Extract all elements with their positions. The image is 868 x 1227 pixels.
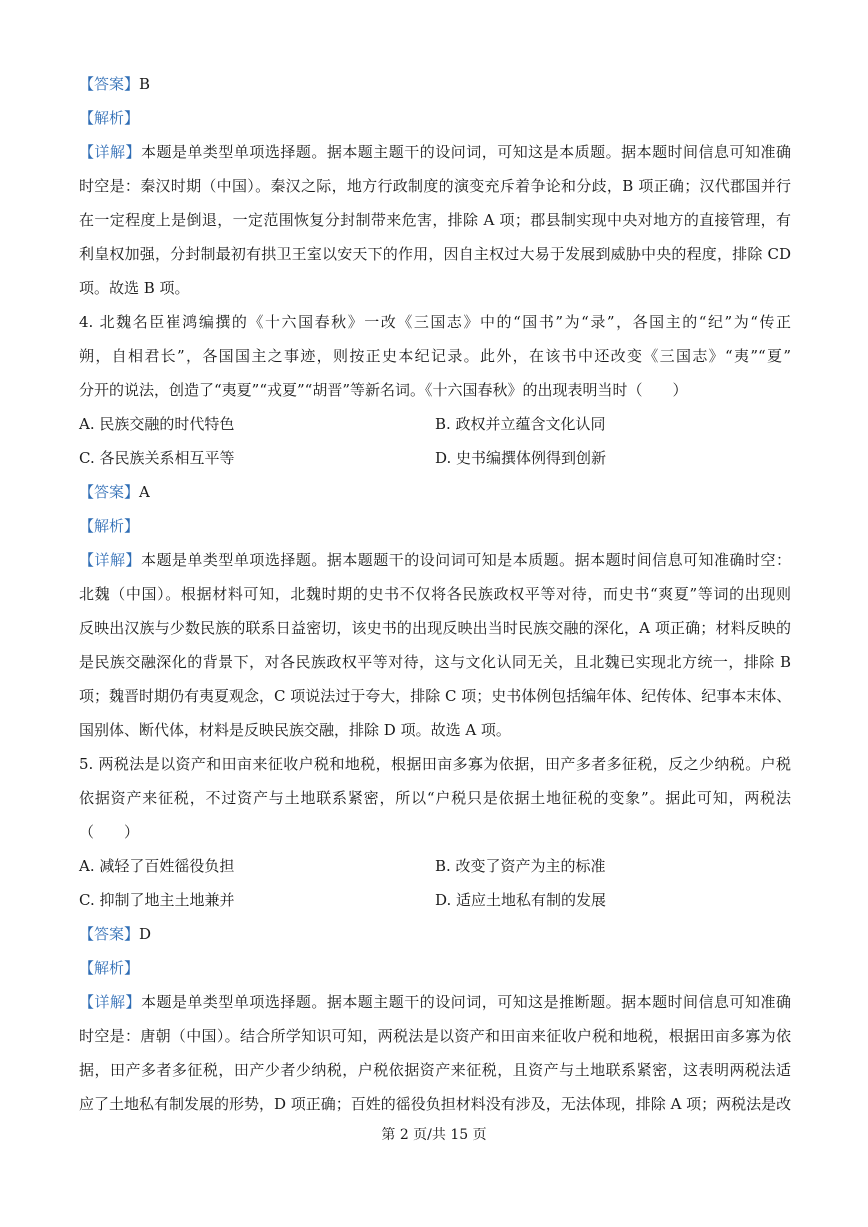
- answer-line: [79, 917, 791, 951]
- detail-tag: 【详解】: [79, 993, 141, 1011]
- detail-line: 据，田产多者多征税，田产少者少纳税，户税依据资产来征税，且资产与土地联系紧密，这表明两税法适: [79, 1061, 791, 1079]
- page-footer: 第 2 页/共 15 页: [381, 1127, 487, 1143]
- answer-tag: 【答案】: [79, 75, 140, 93]
- detail-text: 本题是单类型单项选择题。据本题主题干的设问词，可知这是推断题。据本题时间信息可知准确: [140, 993, 791, 1011]
- option-c: C. 各民族关系相互平等: [79, 449, 235, 467]
- options-row: [79, 849, 791, 883]
- question-stem-line: （ ）: [79, 823, 140, 841]
- answer-tag: 【答案】: [79, 483, 140, 501]
- option-b: B. 改变了资产为主的标准: [435, 857, 606, 875]
- question-stem-line: 朔，自相君长”，各国国主之事迹，则按正史本纪记录。此外，在该书中还改变《三国志》“夷”“夏”: [79, 347, 791, 365]
- analysis-line: [79, 951, 791, 985]
- answer-value: B: [139, 75, 151, 93]
- detail-text: 本题是单类型单项选择题。据本题题干的设问词可知是本质题。据本题时间信息可知准确时空：: [140, 551, 791, 569]
- detail-line: [79, 543, 791, 577]
- detail-line: 在一定程度上是倒退，一定范围恢复分封制带来危害，排除 A 项；郡县制实现中央对地方的直接管理，有: [79, 211, 791, 229]
- option-a: A. 民族交融的时代特色: [79, 415, 235, 433]
- option-d: D. 史书编撰体例得到创新: [435, 449, 607, 467]
- detail-line: [79, 135, 791, 169]
- answer-tag: 【答案】: [79, 925, 140, 943]
- question-stem-line: 4. 北魏名臣崔鸿编撰的《十六国春秋》一改《三国志》中的“国书”为“录”，各国主的“纪”为“传正: [79, 313, 791, 331]
- options-row: [79, 883, 791, 917]
- detail-tag: 【详解】: [79, 143, 141, 161]
- option-d: D. 适应土地私有制的发展: [435, 891, 607, 909]
- question-stem-line: 分开的说法，创造了“夷夏”“戎夏”“胡晋”等新名词。《十六国春秋》的出现表明当时（ ）: [79, 381, 688, 399]
- option-a: A. 减轻了百姓徭役负担: [79, 857, 235, 875]
- analysis-tag: 【解析】: [79, 517, 140, 535]
- detail-line: 是民族交融深化的背景下，对各民族政权平等对待，这与文化认同无关，且北魏已实现北方统一，排除 B: [79, 653, 791, 671]
- answer-value: A: [139, 483, 150, 501]
- analysis-tag: 【解析】: [79, 109, 140, 127]
- detail-line: 项。故选 B 项。: [79, 279, 190, 297]
- detail-tag: 【详解】: [79, 551, 141, 569]
- question-stem-line: 5. 两税法是以资产和田亩来征收户税和地税，根据田亩多寡为依据，田产多者多征税，反之少纳税。户税: [79, 755, 791, 773]
- options-row: [79, 441, 791, 475]
- analysis-line: [79, 101, 791, 135]
- option-c: C. 抑制了地主土地兼并: [79, 891, 235, 909]
- detail-line: 国别体、断代体，材料是反映民族交融，排除 D 项。故选 A 项。: [79, 721, 511, 739]
- detail-line: 反映出汉族与少数民族的联系日益密切，该史书的出现反映出当时民族交融的深化，A 项正确；材料反映的: [79, 619, 791, 637]
- detail-line: [79, 985, 791, 1019]
- analysis-line: [79, 509, 791, 543]
- answer-value: D: [139, 925, 152, 943]
- analysis-tag: 【解析】: [79, 959, 140, 977]
- option-b: B. 政权并立蕴含文化认同: [435, 415, 606, 433]
- answer-line: [79, 67, 791, 101]
- detail-line: 项；魏晋时期仍有夷夏观念，C 项说法过于夸大，排除 C 项；史书体例包括编年体、纪传体、纪事本末体、: [79, 687, 791, 705]
- detail-line: 利皇权加强，分封制最初有拱卫王室以安天下的作用，因自主权过大易于发展到威胁中央的程度，排除 CD: [79, 245, 791, 263]
- detail-line: 北魏（中国）。根据材料可知，北魏时期的史书不仅将各民族政权平等对待，而史书“爽夏”等词的出现则: [79, 585, 791, 603]
- detail-line: 时空是：唐朝（中国）。结合所学知识可知，两税法是以资产和田亩来征收户税和地税，根据田亩多寡为依: [79, 1027, 791, 1045]
- document-page: [79, 67, 791, 1121]
- detail-line: 应了土地私有制发展的形势，D 项正确；百姓的徭役负担材料没有涉及，无法体现，排除 A 项；两税法是改: [79, 1095, 791, 1113]
- detail-line: 时空是：秦汉时期（中国）。秦汉之际，地方行政制度的演变充斥着争论和分歧，B 项正确；汉代郡国并行: [79, 177, 791, 195]
- answer-line: [79, 475, 791, 509]
- question-stem-line: 依据资产来征税，不过资产与土地联系紧密，所以“户税只是依据土地征税的变象”。据此可知，两税法: [79, 789, 791, 807]
- options-row: [79, 407, 791, 441]
- detail-text: 本题是单类型单项选择题。据本题主题干的设问词，可知这是本质题。据本题时间信息可知准确: [140, 143, 791, 161]
